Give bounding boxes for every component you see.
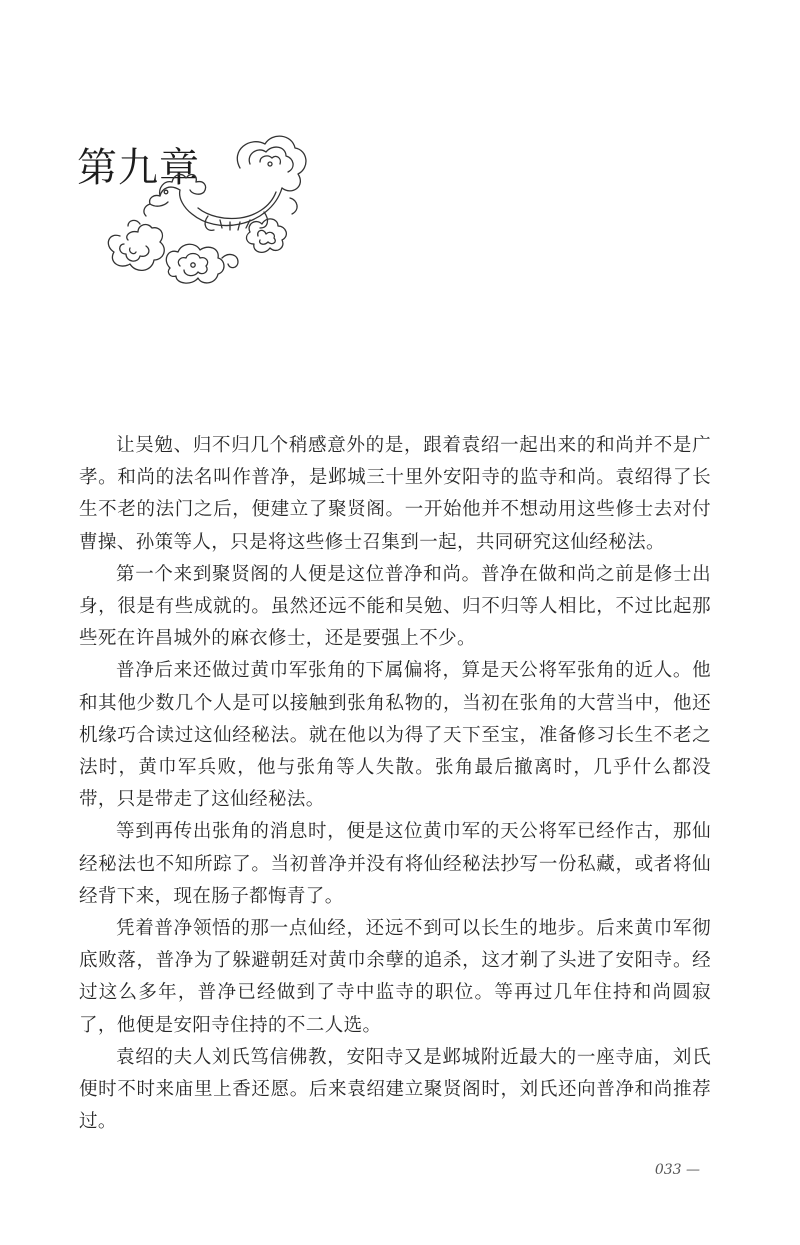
chapter-title: 第九章 [77,145,200,191]
paragraph: 普净后来还做过黄巾军张角的下属偏将，算是天公将军张角的近人。他和其他少数几个人是可以接触到张角私物的，当初在张角的大营当中，他还机缘巧合读过这仙经秘法。就在他以为得了天下至宝，准备修习长生不老之法时，黄巾军兵败，他与张角等人失散。张角最后撤离时，几乎什么都没带，只是带走了这仙经秘法。 [79,660,711,811]
cloud-scroll-left [108,225,164,271]
page-number: 033 — [654,1162,700,1178]
paragraph: 凭着普净领悟的那一点仙经，还远不到可以长生的地步。后来黄巾军彻底败落，普净为了躲避朝廷对黄巾余孽的追杀，这才剃了头进了安阳寺。经过这么多年，普净已经做到了寺中监寺的职位。等再过几年住持和尚圆寂了，他便是安阳寺住持的不二人选。 [79,918,711,1036]
cloud-scroll-top [237,136,306,191]
dragon-head [144,175,206,216]
chapter-body [79,430,711,1138]
paragraph: 让吴勉、归不归几个稍感意外的是，跟着袁绍一起出来的和尚并不是广孝。和尚的法名叫作普净，是邺城三十里外安阳寺的监寺和尚。袁绍得了长生不老的法门之后，便建立了聚贤阁。一开始他并不想动用这些修士去对付曹操、孙策等人，只是将这些修士召集到一起，共同研究这仙经秘法。 [79,435,711,553]
paragraph: 袁绍的夫人刘氏笃信佛教，安阳寺又是邺城附近最大的一座寺庙，刘氏便时不时来庙里上香还愿。后来袁绍建立聚贤阁时，刘氏还向普净和尚推荐过。 [79,1046,711,1133]
cloud-dragon-ornament-icon [100,128,310,293]
paragraph: 第一个来到聚贤阁的人便是这位普净和尚。普净在做和尚之前是修士出身，很是有些成就的。虽然还远不能和吴勉、归不归等人相比，不过比起那些死在许昌城外的麻衣修士，还是要强上不少。 [79,563,711,650]
paragraph: 等到再传出张角的消息时，便是这位黄巾军的天公将军已经作古，那仙经秘法也不知所踪了。当初普净并没有将仙经秘法抄写一份私藏，或者将仙经背下来，现在肠子都悔青了。 [79,821,711,907]
cloud-scroll-bottom [166,244,224,283]
